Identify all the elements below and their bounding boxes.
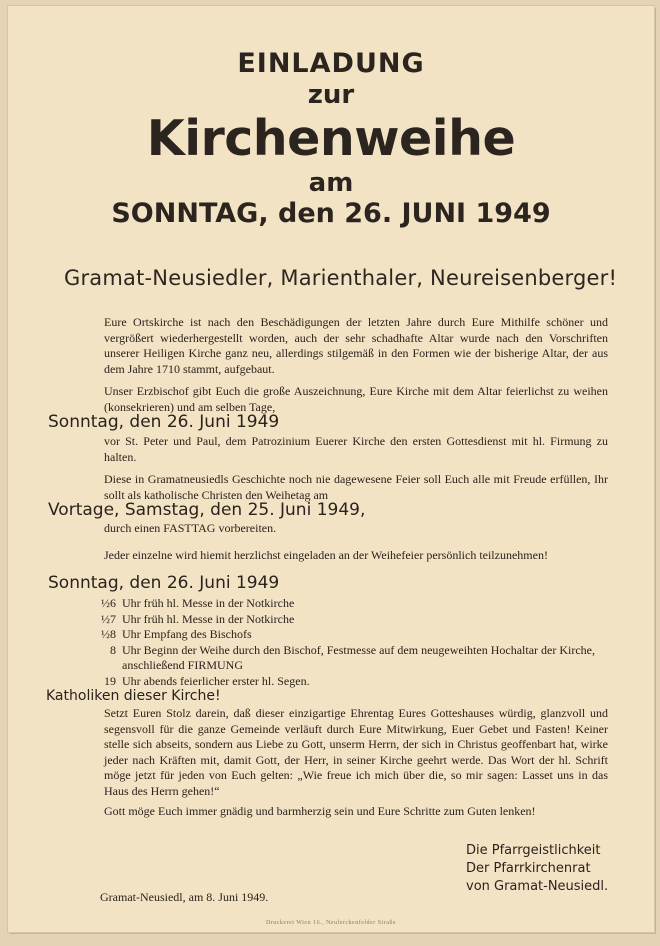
schedule-item: [46, 612, 608, 628]
schedule-text: Uhr Beginn der Weihe durch den Bischof, Festmesse auf dem neugeweihten Hochaltar der Kirche, anschließend FIRMUNG: [122, 642, 595, 672]
schedule-time: ½8: [101, 627, 116, 641]
schedule-time: 19: [104, 673, 116, 688]
paragraph-first-service: vor St. Peter und Paul, dem Patrozinium Euerer Kirche den ersten Gottesdienst mit hl. Firmung zu halten.: [104, 434, 608, 464]
date-sunday-1: Sonntag, den 26. Juni 1949: [48, 412, 280, 432]
paragraph-fasting: durch einen FASTTAG vorbereiten.: [104, 521, 277, 535]
schedule-text: Uhr früh hl. Messe in der Notkirche: [122, 611, 295, 626]
greeting: Gramat-Neusiedler, Marienthaler, Neureisenberger!: [64, 266, 618, 290]
schedule-text: Uhr abends feierlicher erster hl. Segen.: [122, 673, 310, 688]
heading-einladung: EINLADUNG: [237, 48, 425, 79]
schedule-text: Uhr Empfang des Bischofs: [122, 627, 252, 641]
schedule-item: [46, 596, 608, 612]
heading-kirchenweihe: Kirchenweihe: [146, 110, 516, 167]
paragraph-invitation: Jeder einzelne wird hiemit herzlichst eingeladen an der Weihefeier persönlich teilzunehmen!: [104, 548, 548, 562]
schedule-text: Uhr früh hl. Messe in der Notkirche: [122, 596, 295, 610]
invitation-sheet: [8, 6, 654, 932]
heading-zur: zur: [307, 80, 355, 110]
paragraph-blessing: Gott möge Euch immer gnädig und barmherzig sein und Eure Schritte zum Guten lenken!: [104, 804, 536, 818]
paragraph-appeal: Setzt Euren Stolz darein, daß dieser einzigartige Ehrentag Eures Gotteshauses würdig, glanzvoll und segensvoll für die ganze Gemeinde verläuft durch Eure Mitwirkung, Euer Gebet und Fasten! Keiner stelle sich abseits, sondern aus Liebe zu Gott, unserm Herrn, der sich in Christus geoffenbart hat, wirke jeder nach Kräften mit, damit Gott, der Herr, in seiner Kirche geehrt werde. Das Wort der hl. Schrift möge jetzt für jeden von Euch gelten: „Wie freue ich mich über die, so mir sagen: Lasset uns in das Haus des Herrn gehen!“: [104, 706, 608, 798]
schedule-item: [46, 643, 608, 674]
printer-imprint: Druckerei Wien 16., Neulerchenfelder Straße: [265, 920, 397, 926]
date-sunday-2: Sonntag, den 26. Juni 1949: [48, 573, 280, 593]
paragraph-archbishop: Unser Erzbischof gibt Euch die große Auszeichnung, Eure Kirche mit dem Altar feierlichst zu weihen (konsekrieren) und am selben Tage,: [104, 384, 608, 414]
schedule-time: 8: [110, 642, 116, 657]
schedule-item: [46, 627, 608, 643]
heading-date: SONNTAG, den 26. JUNI 1949: [111, 198, 551, 229]
signature-block: [466, 842, 608, 896]
signature-line: Der Pfarrkirchenrat: [466, 861, 591, 876]
schedule-time: ½6: [101, 596, 116, 610]
signature-line: Die Pfarrgeistlichkeit: [466, 843, 601, 858]
schedule-time: ½7: [101, 611, 116, 626]
signature-line: von Gramat-Neusiedl.: [466, 879, 609, 894]
schedule-item: [46, 674, 608, 690]
paragraph-history: Diese in Gramatneusiedls Geschichte noch nie dagewesene Feier soll Euch alle mit Freude erfüllen, Ihr sollt als katholische Christen den Weihetag am: [104, 472, 608, 502]
place-and-date: Gramat-Neusiedl, am 8. Juni 1949.: [100, 890, 269, 904]
catholics-heading: Katholiken dieser Kirche!: [46, 688, 221, 704]
heading-am: am: [308, 168, 354, 198]
schedule-list: [46, 596, 608, 689]
paragraph-church-restored: Eure Ortskirche ist nach den Beschädigungen der letzten Jahre durch Eure Mithilfe schöner und vergrößert wiederhergestellt worden, auch der sehr schadhafte Altar wurde nach den Vorschriften unserer Heiligen Kirche ganz neu, allerdings stilgemäß in den Formen wie der bisherige Altar, der aus dem Jahre 1710 stammt, aufgebaut.: [104, 315, 608, 376]
date-saturday: Vortage, Samstag, den 25. Juni 1949,: [48, 500, 366, 520]
